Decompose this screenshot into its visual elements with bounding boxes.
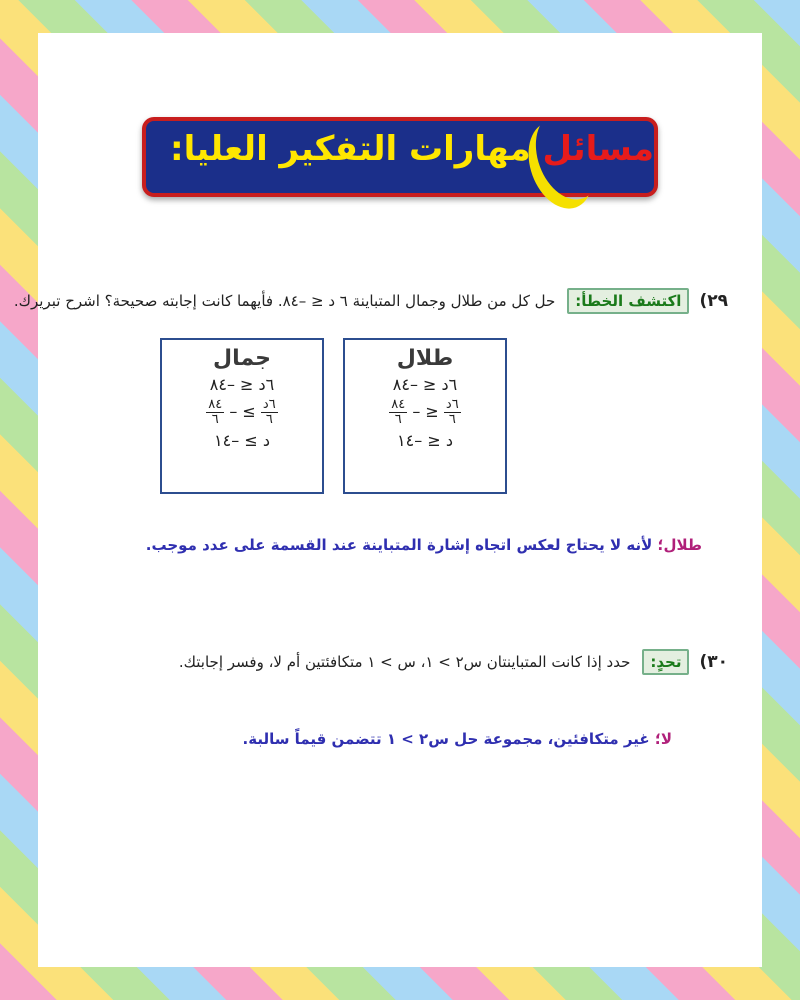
jamal-step-1: ٦د ≤ –٨٤	[209, 375, 275, 394]
section-title-part1: مسائل	[542, 129, 654, 169]
talal-step-3: د ≤ –١٤	[397, 431, 453, 450]
jamal-solution-box	[160, 338, 324, 494]
worksheet-page	[13, 33, 762, 967]
question-30-text: حدد إذا كانت المتباينتان س٢ > ١، س > ١ متكافئتين أم لا، وفسر إجابتك.	[178, 653, 631, 671]
question-29-tag: اكتشف الخطأ:	[567, 288, 689, 314]
question-29-number: ٢٩)	[699, 291, 728, 311]
talal-name: طلال	[396, 346, 454, 371]
question-29-text: حل كل من طلال وجمال المتباينة ٦ د ≤ –٨٤. فأيهما كانت إجابته صحيحة؟ اشرح تبريرك.	[13, 292, 556, 310]
answer-29-text: لأنه لا يحتاج لعكس اتجاه إشارة المتباينة عند القسمة على عدد موجب.	[145, 536, 658, 554]
talal-step-2: $\frac{\text{٦د}}{٦}$ ≤ – $\frac{٨٤}{٦}$	[391, 397, 459, 427]
answer-29	[146, 536, 702, 554]
jamal-frac-right: $\frac{٨٤}{٦}$	[208, 397, 223, 427]
jamal-step-3: د ≥ –١٤	[214, 431, 270, 450]
talal-frac-right: $\frac{٨٤}{٦}$	[391, 397, 406, 427]
answer-30-lead: لا؛	[654, 730, 672, 748]
jamal-name: جمال	[213, 346, 271, 371]
talal-step-1: ٦د ≤ –٨٤	[392, 375, 458, 394]
question-30-tag: تحدٍ:	[642, 649, 689, 675]
question-30	[179, 649, 728, 675]
section-title	[146, 129, 654, 169]
section-title-part2: مهارات التفكير العليا:	[169, 129, 543, 169]
jamal-step-2: $\frac{\text{٦د}}{٦}$ ≥ – $\frac{٨٤}{٦}$	[208, 397, 276, 427]
answer-30-text: غير متكافئين، مجموعة حل س٢ > ١ تتضمن قيماً سالبة.	[242, 730, 655, 748]
answer-29-lead: طلال؛	[657, 536, 702, 554]
jamal-frac-left: $\frac{\text{٦د}}{٦}$	[262, 397, 276, 427]
question-29	[14, 288, 728, 314]
jamal-rel: ≥	[242, 402, 256, 421]
talal-rel: ≤	[425, 402, 439, 421]
section-title-banner	[142, 117, 658, 197]
answer-30	[243, 730, 672, 748]
talal-frac-left: $\frac{\text{٦د}}{٦}$	[445, 397, 459, 427]
talal-solution-box	[343, 338, 507, 494]
question-30-number: ٣٠)	[699, 652, 728, 672]
